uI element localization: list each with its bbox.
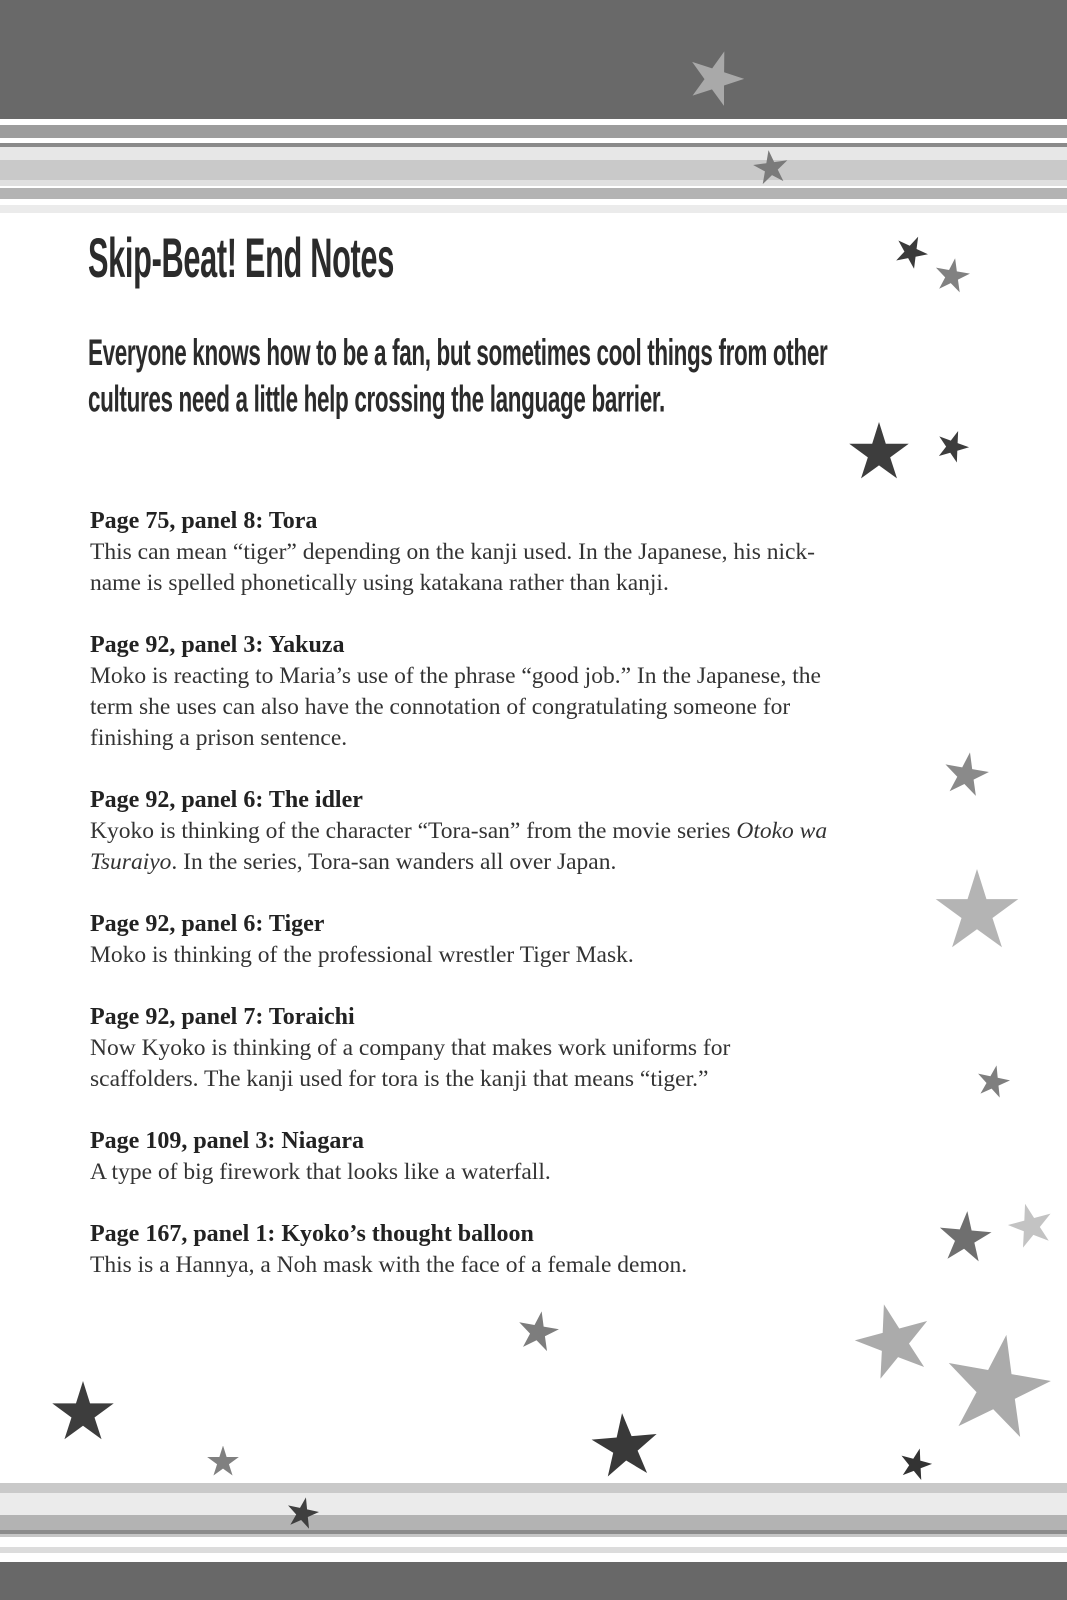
- note-entry: [90, 1126, 970, 1188]
- body-text: term she uses can also have the connotation of congratulating someone for: [90, 694, 791, 720]
- note-entry: [90, 909, 970, 971]
- body-text: Moko is reacting to Maria’s use of the phrase “good job.” In the Japanese, the: [90, 663, 821, 689]
- note-header: Page 92, panel 6: Tiger: [90, 911, 325, 937]
- intro-line-1: Everyone knows how to be a fan, but sometimes cool things from other: [88, 332, 828, 374]
- star-icon: [51, 1381, 115, 1445]
- footer-band: [0, 1562, 1067, 1600]
- note-body-line: [90, 1157, 970, 1188]
- star-icon: [888, 229, 933, 274]
- page-title: Skip-Beat! End Notes: [88, 228, 394, 290]
- note-body-line: [90, 537, 970, 568]
- stripe-0: [0, 125, 1067, 138]
- intro-text: [88, 330, 827, 422]
- star-icon: [751, 148, 792, 189]
- note-body-line: [90, 940, 970, 971]
- end-notes-list: [90, 506, 970, 1312]
- bottom-stripe-star-star-icon: [282, 1493, 321, 1532]
- body-text: Kyoko is thinking of the character “Tora-san” from the movie series: [90, 818, 737, 844]
- stripe-12: [0, 1547, 1067, 1553]
- intro-star-big-dark-star-icon: [848, 422, 910, 484]
- note-body-line: [90, 1033, 970, 1064]
- star-icon: [848, 422, 910, 484]
- note-body-line: [90, 692, 970, 723]
- star-icon: [588, 1410, 662, 1484]
- stripe-7: [0, 1483, 1067, 1493]
- stripe-9: [0, 1515, 1067, 1530]
- note-entry: [90, 1219, 970, 1281]
- stripe-6: [0, 205, 1067, 213]
- body-text: This can mean “tiger” depending on the kanji used. In the Japanese, his nick-: [90, 539, 816, 565]
- body-text: name is spelled phonetically using katakana rather than kanji.: [90, 570, 669, 596]
- intro-line-2: cultures need a little help crossing the language barrier.: [88, 378, 665, 421]
- note-entry: [90, 785, 970, 878]
- star-icon: [895, 1444, 935, 1484]
- note-header: Page 92, panel 3: Yakuza: [90, 632, 345, 658]
- stripe-5: [0, 188, 1067, 199]
- body-text: Now Kyoko is thinking of a company that makes work uniforms for: [90, 1035, 731, 1061]
- stripe-11: [0, 1534, 1067, 1537]
- star-icon: [934, 1325, 1059, 1450]
- note-header: Page 75, panel 8: Tora: [90, 508, 318, 534]
- body-text: scaffolders. The kanji used for tora is the kanji that means “tiger.”: [90, 1066, 709, 1092]
- body-text: finishing a prison sentence.: [90, 725, 348, 751]
- note-body-line: [90, 847, 970, 878]
- title-star-dark-star-icon: [888, 229, 933, 274]
- note-header: Page 109, panel 3: Niagara: [90, 1128, 364, 1154]
- body-text: This is a Hannya, a Noh mask with the face of a female demon.: [90, 1252, 688, 1278]
- star-icon: [514, 1308, 563, 1357]
- star-icon: [282, 1493, 321, 1532]
- header-band: [0, 0, 1067, 119]
- note-body-line: [90, 1250, 970, 1281]
- body-text: . In the series, Tora-san wanders all over Japan.: [171, 849, 617, 875]
- p167-star-light-star-icon: [1003, 1198, 1059, 1254]
- italic-text: Otoko wa: [736, 818, 828, 844]
- title-star-gray-star-icon: [931, 255, 973, 297]
- stripe-3: [0, 160, 1067, 180]
- note-entry: [90, 506, 970, 599]
- body-text: Moko is thinking of the professional wrestler Tiger Mask.: [90, 942, 634, 968]
- note-entry: [90, 630, 970, 754]
- star-icon: [931, 255, 973, 297]
- stripe-8: [0, 1493, 1067, 1515]
- note-entry: [90, 1002, 970, 1095]
- star-icon: [973, 1062, 1013, 1102]
- bottom-small-gray-star-icon: [207, 1446, 240, 1479]
- stripe-2: [0, 147, 1067, 160]
- stripe-4: [0, 180, 1067, 186]
- toraichi-star-star-icon: [973, 1062, 1013, 1102]
- bottom-small-dark-right-star-icon: [895, 1444, 935, 1484]
- note-body-line: [90, 1064, 970, 1095]
- star-icon: [207, 1446, 240, 1479]
- note-body-line: [90, 568, 970, 599]
- bottom-big-dark-mid-star-icon: [588, 1410, 662, 1484]
- star-icon: [1003, 1198, 1059, 1254]
- body-text: A type of big firework that looks like a waterfall.: [90, 1159, 551, 1185]
- top-stripe-star-star-icon: [751, 148, 792, 189]
- intro-star-small-dark-star-icon: [931, 425, 973, 467]
- note-body-line: [90, 723, 970, 754]
- note-header: Page 167, panel 1: Kyoko’s thought balloon: [90, 1221, 534, 1247]
- note-header: Page 92, panel 7: Toraichi: [90, 1004, 355, 1030]
- bottom-light-star-2-star-icon: [934, 1325, 1059, 1450]
- hannya-star-star-icon: [514, 1308, 563, 1357]
- bottom-big-dark-left-star-icon: [51, 1381, 115, 1445]
- note-body-line: [90, 816, 970, 847]
- star-icon: [931, 425, 973, 467]
- note-header: Page 92, panel 6: The idler: [90, 787, 363, 813]
- italic-text: Tsuraiyo: [90, 849, 172, 875]
- note-body-line: [90, 661, 970, 692]
